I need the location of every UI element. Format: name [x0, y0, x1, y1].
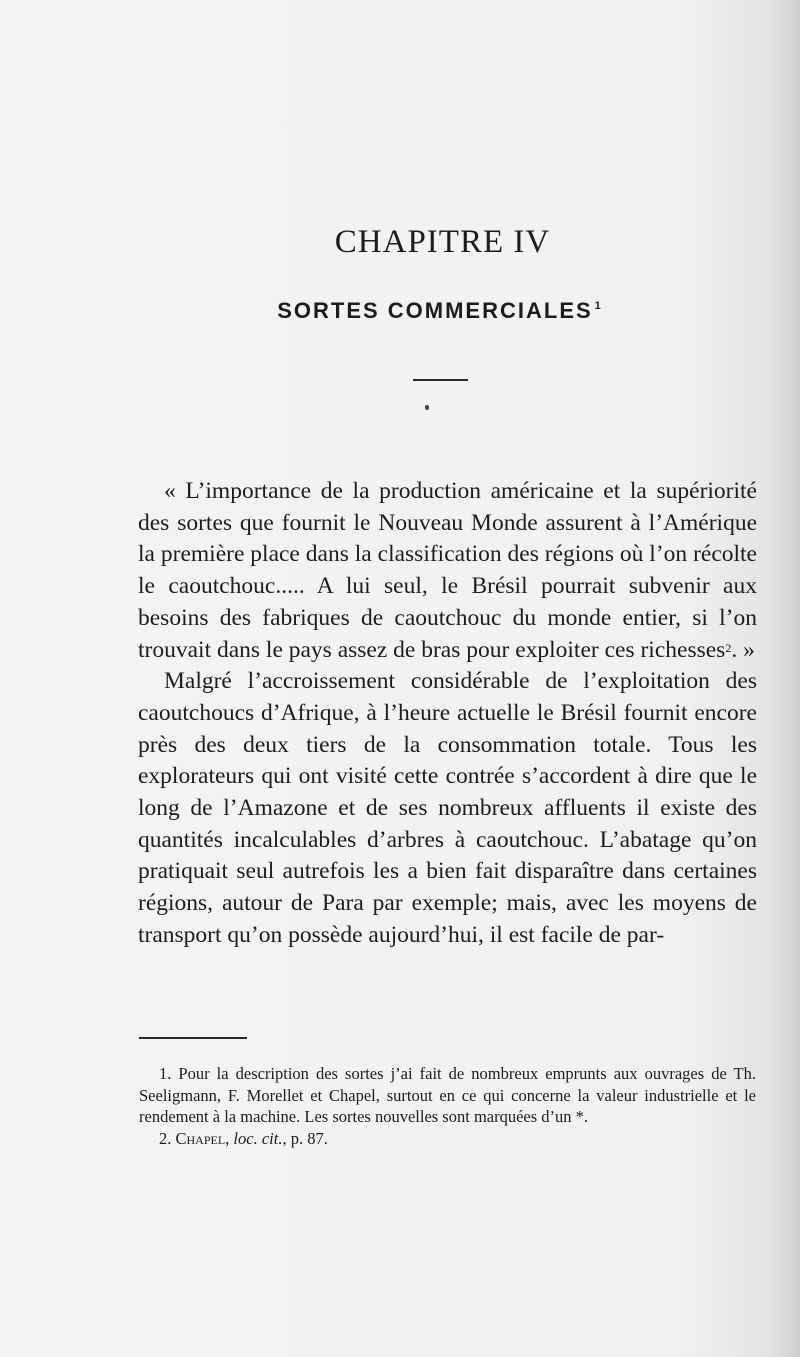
section-title	[0, 298, 800, 324]
footnote-2-author: Chapel	[175, 1128, 226, 1148]
title-separator-rule	[413, 379, 468, 381]
footnote-separator-rule	[139, 1037, 247, 1039]
paragraph-quote-end: . »	[731, 636, 755, 663]
footnote-1: 1. Pour la description des sortes j’ai fait de nombreux emprunts aux ouvrages de Th. Seeligmann, F. Morellet et Chapel, surtout en ce qui concerne la valeur industrielle et le rendement à la machine. Les sortes nouvelles sont marquées d’un *.	[139, 1064, 756, 1126]
ornament-dot	[425, 405, 429, 410]
footnote-2-number: 2.	[159, 1128, 172, 1148]
paragraph-quote-text: « L’importance de la production américaine et la supériorité des sortes que fournit le Nouveau Monde assurent à l’Amérique la première place dans la classification des régions où l’on récolte le caoutchouc..... A lui seul, le Brésil pourrait subvenir aux besoins des fabriques de caoutchouc du monde entier, si l’on trouvait dans le pays assez de bras pour exploiter ces richesses	[138, 478, 757, 663]
footnotes	[139, 1063, 756, 1149]
footnote-2-page: , p. 87.	[282, 1128, 328, 1148]
footnote-2	[139, 1128, 756, 1150]
section-footnote-ref: 1	[594, 300, 603, 312]
body-text	[138, 476, 757, 952]
footnote-ref-2: 2	[725, 640, 732, 655]
chapter-title: CHAPITRE IV	[334, 224, 551, 260]
paragraph-quote	[138, 476, 757, 666]
paragraph-bresil: Malgré l’accroissement considérable de l’exploitation des caoutchoucs d’Afrique, à l’heure actuelle le Brésil fournit encore près des deux tiers de la consommation totale. Tous les explorateurs qui ont visité cette contrée s’accordent à dire que le long de l’Amazone et de ses nombreux affluents il existe des quantités incalculables d’arbres à caoutchouc. L’abatage qu’on pratiquait seul autrefois les a bien fait disparaître dans certaines régions, autour de Para par exemple; mais, avec les moyens de transport qu’on possède aujourd’hui, il est facile de par-	[138, 668, 757, 948]
footnote-2-loc: loc. cit.	[233, 1128, 283, 1148]
footnote-2-separator: ,	[225, 1128, 230, 1148]
section-title-text: SORTES COMMERCIALES	[277, 298, 593, 323]
